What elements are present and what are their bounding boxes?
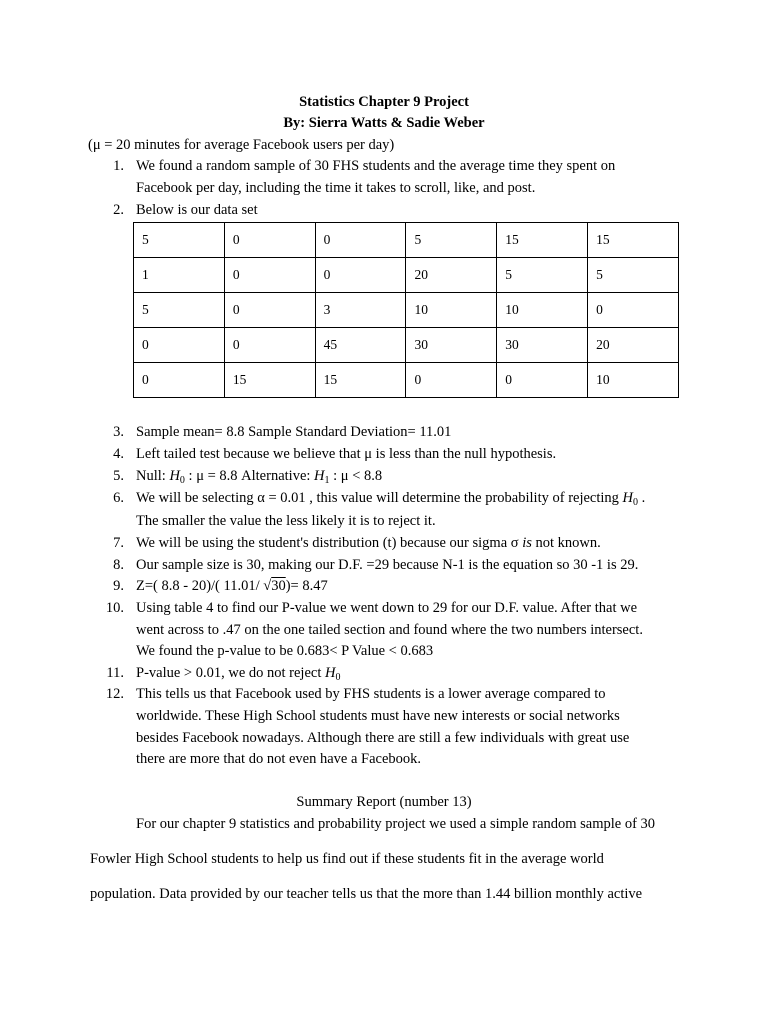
table-row — [134, 328, 679, 363]
item-12-line-4: there are more that do not even have a Facebook. — [136, 751, 422, 767]
table-cell: 10 — [497, 293, 588, 328]
table-cell: 5 — [497, 258, 588, 293]
item-3-text: Sample mean= 8.8 Sample Standard Deviation= 11.01 — [136, 424, 452, 440]
h0-symbol: $H_0$ — [622, 490, 639, 508]
item-4-text: Left tailed test because we believe that μ is less than the null hypothesis. — [136, 446, 557, 462]
table-cell: 10 — [588, 363, 679, 398]
item-number: 8. — [113, 557, 124, 573]
table-cell: 15 — [315, 363, 406, 398]
item-5-part-a: Null: — [136, 468, 170, 484]
item-number: 4. — [113, 446, 124, 462]
table-cell: 30 — [406, 328, 497, 363]
document-title: Statistics Chapter 9 Project — [299, 94, 469, 110]
item-10-line-2: went across to .47 on the one tailed section and found where the two numbers intersect. — [136, 622, 643, 638]
item-5-part-b: : μ = 8.8 Alternative: — [184, 468, 315, 484]
item-number: 9. — [113, 578, 124, 594]
table-cell: 5 — [588, 258, 679, 293]
table-cell: 0 — [134, 328, 225, 363]
summary-paragraph-line-2: Fowler High School students to help us find out if these students fit in the average world — [90, 851, 604, 867]
summary-paragraph-line-1: For our chapter 9 statistics and probability project we used a simple random sample of 30 — [136, 816, 656, 832]
table-cell: 0 — [224, 258, 315, 293]
item-8-text: Our sample size is 30, making our D.F. =29 because N-1 is the equation so 30 -1 is 29. — [136, 557, 639, 573]
item-1-line-2: Facebook per day, including the time it takes to scroll, like, and post. — [136, 180, 536, 196]
table-row — [134, 258, 679, 293]
table-cell: 0 — [497, 363, 588, 398]
table-cell: 15 — [497, 223, 588, 258]
item-10-line-1: Using table 4 to find our P-value we went down to 29 for our D.F. value. After that we — [136, 600, 638, 616]
item-1-line-1: We found a random sample of 30 FHS students and the average time they spent on — [136, 158, 616, 174]
h0-symbol: $H_0$ — [324, 665, 341, 683]
item-11-text: P-value > 0.01, we do not reject $H_0$ — [136, 665, 341, 683]
h0-symbol: $H_0$ — [169, 468, 185, 486]
item-12-line-3: besides Facebook nowadays. Although there are still a few individuals with great use — [136, 730, 630, 746]
authors-line: By: Sierra Watts & Sadie Weber — [283, 115, 485, 131]
item-number: 7. — [113, 535, 124, 551]
table-row — [134, 293, 679, 328]
item-5-part-c: : μ < 8.8 — [329, 468, 383, 484]
table-cell: 3 — [315, 293, 406, 328]
table-row — [134, 223, 679, 258]
table-cell: 0 — [224, 293, 315, 328]
table-cell: 30 — [497, 328, 588, 363]
table-cell: 0 — [315, 258, 406, 293]
sqrt-radicand: 30 — [271, 578, 286, 594]
table-cell: 0 — [134, 363, 225, 398]
table-cell: 0 — [406, 363, 497, 398]
table-cell: 0 — [224, 328, 315, 363]
item-7-text: We will be using the student's distribution (t) because our sigma σ is not known. — [136, 535, 601, 551]
item-number: 12. — [105, 686, 124, 702]
table-cell: 45 — [315, 328, 406, 363]
table-cell: 5 — [406, 223, 497, 258]
item-12-line-2: worldwide. These High School students must have new interests or social networks — [136, 708, 620, 724]
item-number: 3. — [113, 424, 124, 440]
item-number: 2. — [113, 202, 124, 218]
item-12-line-1: This tells us that Facebook used by FHS students is a lower average compared to — [136, 686, 606, 702]
item-9-text: Z=( 8.8 - 20)/( 11.01/ √30)= 8.47 — [136, 578, 328, 594]
table-cell: 20 — [588, 328, 679, 363]
table-cell: 1 — [134, 258, 225, 293]
summary-paragraph-line-3: population. Data provided by our teacher tells us that the more than 1.44 billion monthly active — [90, 886, 643, 902]
item-6-line-1: We will be selecting α = 0.01 , this value will determine the probability of rejecting $H_0$ . — [136, 490, 646, 508]
item-number: 6. — [113, 490, 124, 506]
table-cell: 20 — [406, 258, 497, 293]
item-6-line-2: The smaller the value the less likely it is to reject it. — [136, 513, 436, 529]
item-number: 1. — [113, 158, 124, 174]
data-set-table — [133, 222, 679, 398]
table-row — [134, 363, 679, 398]
item-number: 10. — [105, 600, 124, 616]
table-cell: 5 — [134, 293, 225, 328]
item-number: 5. — [113, 468, 124, 484]
table-cell: 5 — [134, 223, 225, 258]
item-number: 11. — [106, 665, 124, 681]
item-5-text — [136, 468, 382, 486]
item-10-line-3: We found the p-value to be 0.683< P Value < 0.683 — [136, 643, 434, 659]
table-cell: 0 — [315, 223, 406, 258]
table-cell: 0 — [588, 293, 679, 328]
item-2-text: Below is our data set — [136, 202, 258, 218]
h1-symbol: $H_1$ — [314, 468, 330, 486]
summary-heading: Summary Report (number 13) — [296, 794, 472, 810]
table-cell: 15 — [224, 363, 315, 398]
table-cell: 15 — [588, 223, 679, 258]
mu-note: (μ = 20 minutes for average Facebook users per day) — [88, 137, 395, 153]
table-cell: 10 — [406, 293, 497, 328]
table-cell: 0 — [224, 223, 315, 258]
